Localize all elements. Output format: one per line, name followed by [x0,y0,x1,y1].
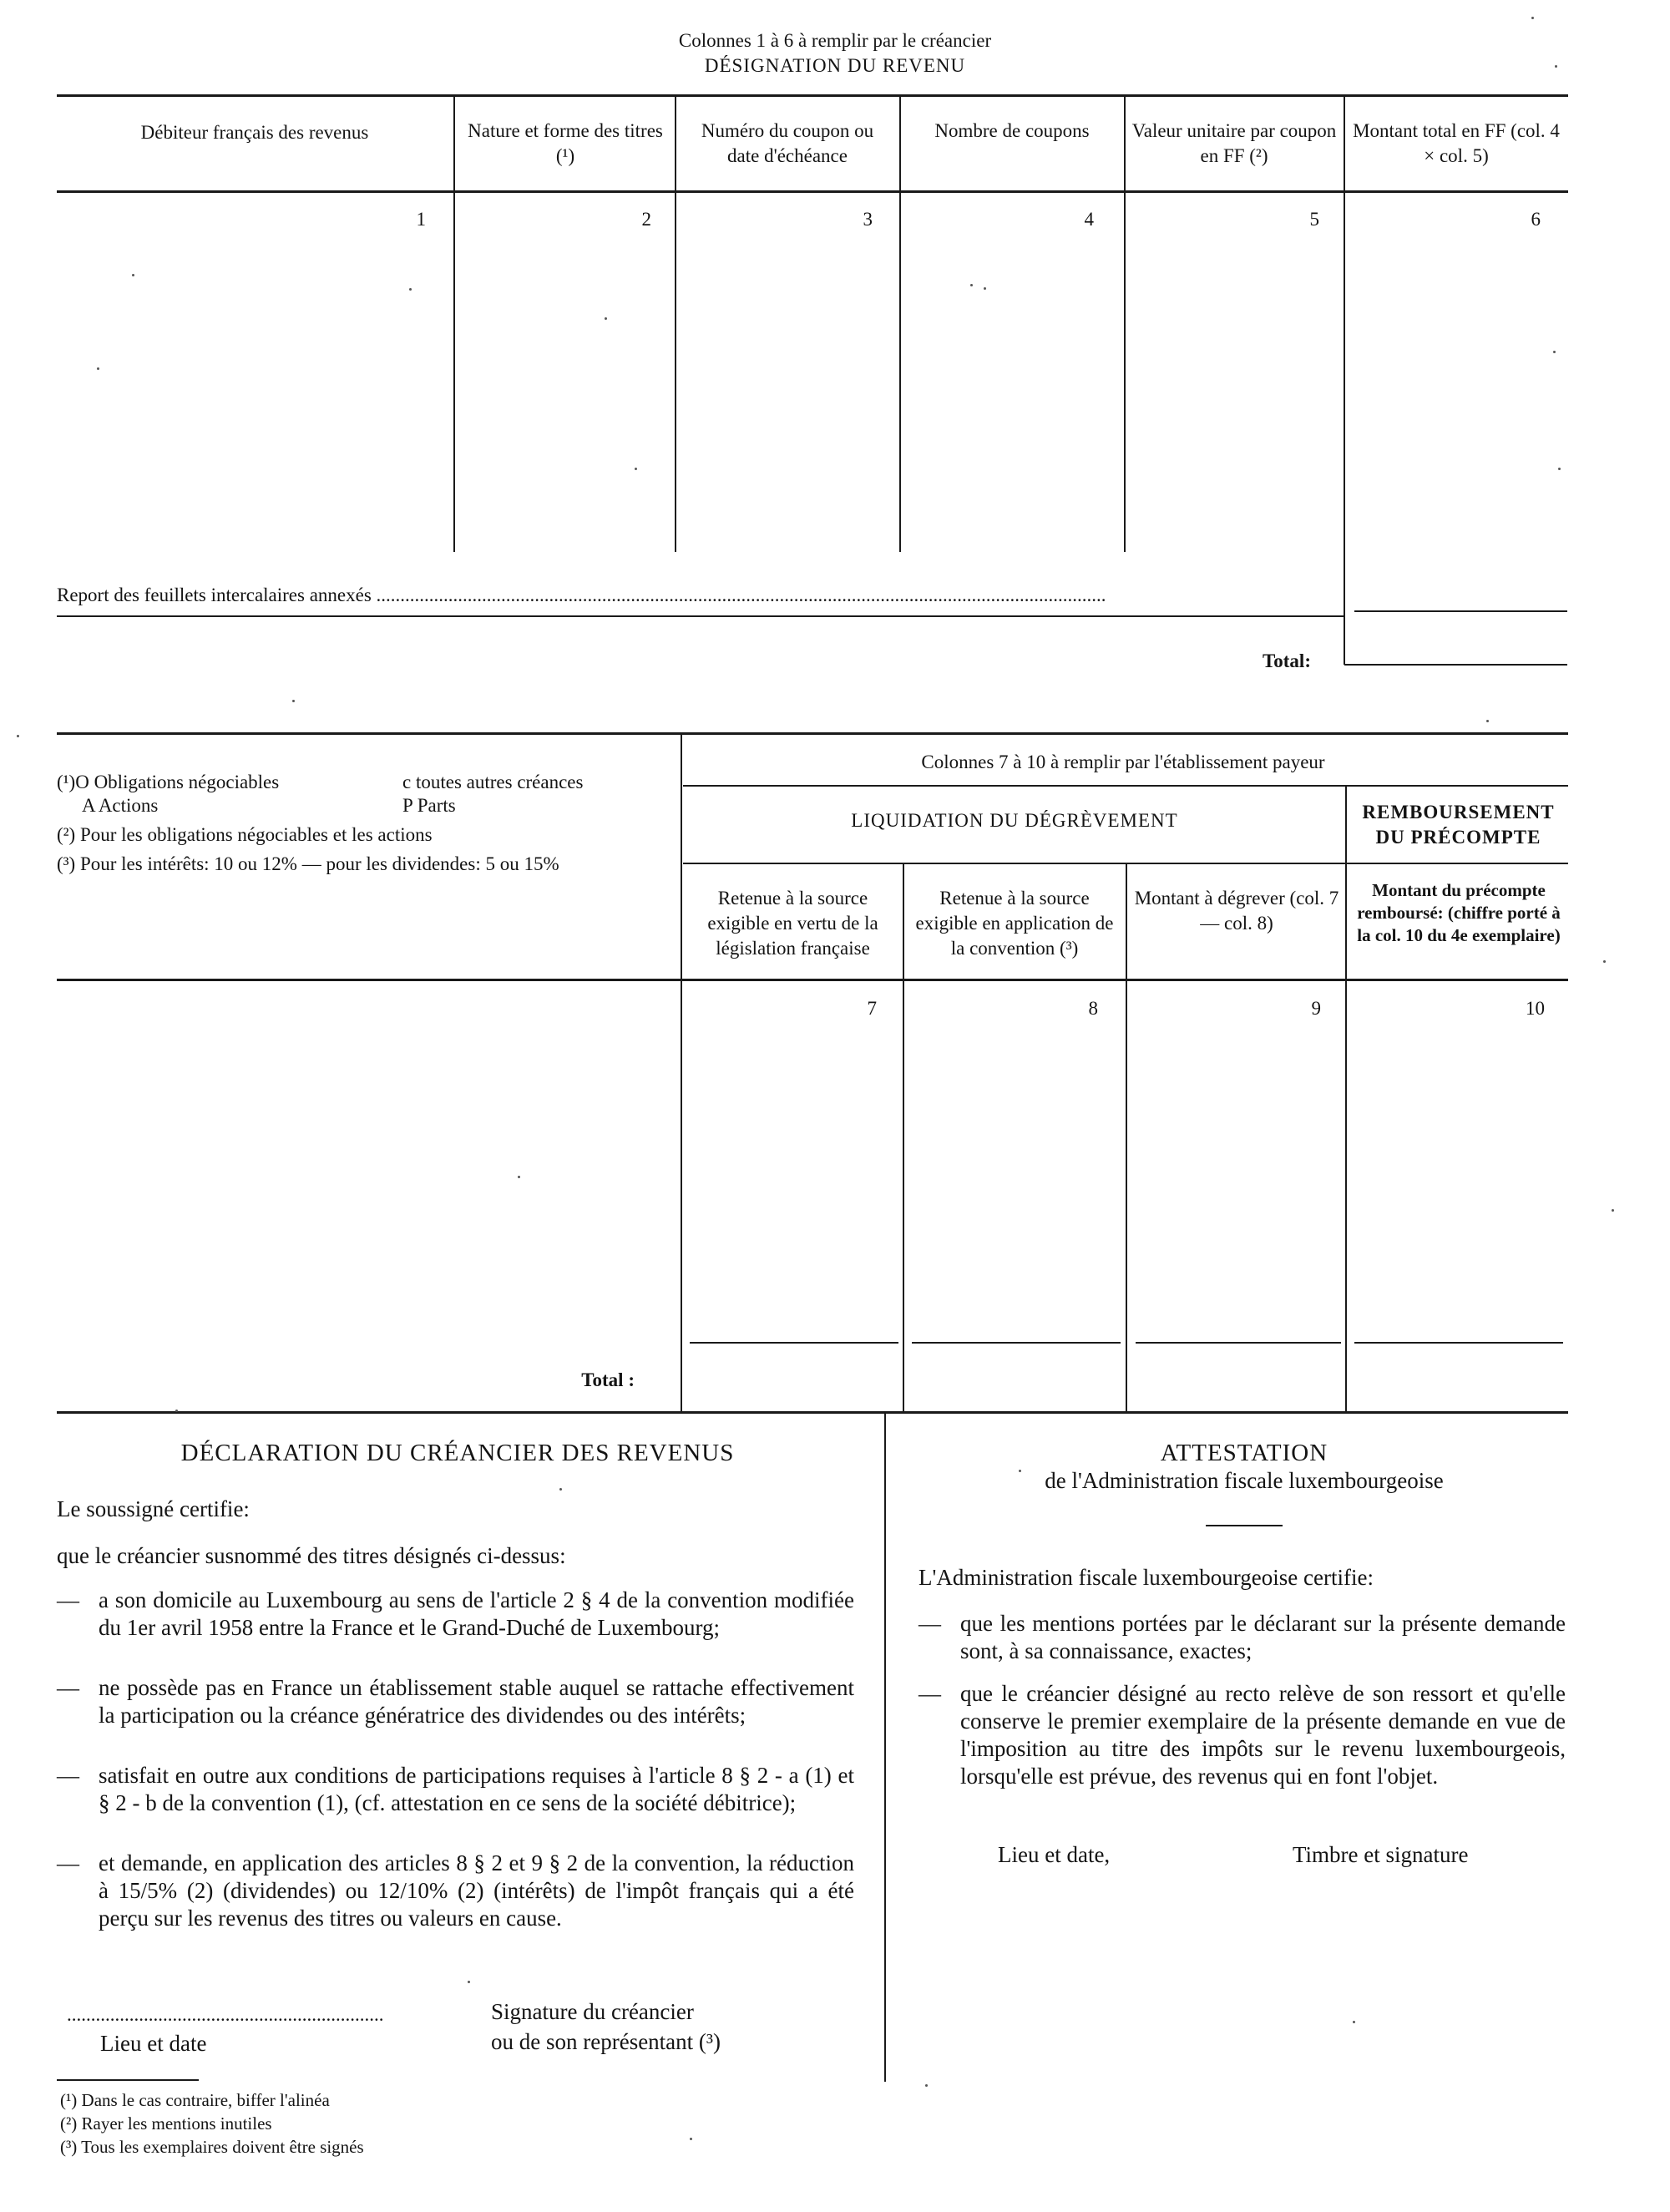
instruction-columns-7-10: Colonnes 7 à 10 à remplir par l'établissement payeur [921,752,1325,772]
footnote-1: (¹) Dans le cas contraire, biffer l'alinéa [60,2090,330,2110]
column-number-6: 6 [1531,209,1541,230]
column-number-1: 1 [416,209,426,230]
declaration-place-date: Lieu et date [100,2031,207,2056]
header-montant-precompte: Montant du précompte remboursé: (chiffre porté à la col. 10 du 4e exemplaire) [1357,880,1561,945]
total-label-table1: Total: [1263,650,1311,671]
note-2: (²) Pour les obligations négociables et les actions [57,824,433,845]
note-1-parts: P Parts [402,795,456,816]
group-title-remboursement: REMBOURSEMENT DU PRÉCOMPTE [1362,802,1555,848]
header-retenue-legislation: Retenue à la source exigible en vertu de la législation française [707,888,878,959]
header-montant-total: Montant total en FF (col. 4 × col. 5) [1353,120,1560,166]
note-1-actions: A Actions [82,795,159,816]
header-nature-titres: Nature et forme des titres (¹) [468,120,663,166]
header-retenue-convention: Retenue à la source exigible en application de la convention (³) [915,888,1114,959]
header-valeur-unitaire: Valeur unitaire par coupon en FF (²) [1131,120,1337,166]
column-number-5: 5 [1309,209,1319,230]
header-montant-degrever: Montant à dégrever (col. 7 — col. 8) [1134,888,1339,934]
footnote-2: (²) Rayer les mentions inutiles [60,2113,272,2134]
dash-marker: — [57,1587,79,1612]
declaration-item-etablissement [57,1674,854,1758]
column-number-4: 4 [1084,209,1094,230]
header-nombre-coupons: Nombre de coupons [934,120,1090,141]
report-feuillets-row [57,583,1309,608]
report-feuillets-dots: ........................................................................................................................................................ [371,585,1106,605]
column-number-8: 8 [1088,998,1098,1019]
declaration-item-participations [57,1762,854,1845]
header-debiteur: Débiteur français des revenus [140,122,369,143]
attestation-item-text: que le créancier désigné au recto relève de son ressort et qu'elle conserve le premier exemplaire de la présente demande en vue de l'imposition au titre des impôts sur le revenu luxembourgeois, lorsqu'elle est prévue, des revenus qui en font l'objet. [960,1681,1566,1789]
declaration-item-text: ne possède pas en France un établissement stable auquel se rattache effectivement la participation ou la créance génératrice des dividendes ou des intérêts; [99,1675,854,1728]
attestation-certify: L'Administration fiscale luxembourgeoise certifie: [918,1565,1374,1590]
section-title-designation: DÉSIGNATION DU REVENU [704,55,966,76]
note-1-autres-creances: c toutes autres créances [402,772,584,792]
column-number-2: 2 [641,209,651,230]
total-label-table2: Total : [581,1369,635,1390]
header-numero-coupon: Numéro du coupon ou date d'échéance [701,120,874,166]
column-number-10: 10 [1526,998,1545,1019]
note-3: (³) Pour les intérêts: 10 ou 12% — pour les dividendes: 5 ou 15% [57,853,559,874]
attestation-title: ATTESTATION [1160,1440,1328,1466]
report-feuillets-label: Report des feuillets intercalaires annexés [57,585,372,605]
dash-marker: — [57,1763,79,1788]
column-number-3: 3 [863,209,873,230]
declaration-item-reduction [57,1850,854,1967]
attestation-stamp-signature: Timbre et signature [1293,1842,1469,1867]
signature-label-line2: ou de son représentant (³) [491,2029,721,2054]
dash-marker: — [918,1611,941,1636]
signature-label-line1: Signature du créancier [491,1999,694,2024]
dash-marker: — [918,1681,941,1706]
declaration-item-text: satisfait en outre aux conditions de participations requises à l'article 8 § 2 - a (1) et § 2 - b de la convention (1), (cf. attestation en ce sens de la société débitrice); [99,1763,854,1815]
place-date-dotted-line: .................................................................. [67,2004,384,2025]
dash-marker: — [57,1675,79,1700]
attestation-place-date: Lieu et date, [998,1842,1111,1867]
declaration-intro: que le créancier susnommé des titres désignés ci-dessus: [57,1543,566,1568]
group-title-liquidation: LIQUIDATION DU DÉGRÈVEMENT [851,810,1178,831]
declaration-title: DÉCLARATION DU CRÉANCIER DES REVENUS [180,1440,735,1466]
column-number-9: 9 [1311,998,1321,1019]
attestation-subtitle: de l'Administration fiscale luxembourgeoise [1045,1468,1444,1493]
declaration-certify: Le soussigné certifie: [57,1496,250,1521]
declaration-item-text: et demande, en application des articles 8 § 2 et 9 § 2 de la convention, la réduction à 15/5% (2) (dividendes) ou 12/10% (2) (intérêts) de l'impôt français qui a été perçu sur les revenus des titres ou valeurs en cause. [99,1850,854,1931]
declaration-item-text: a son domicile au Luxembourg au sens de l'article 2 § 4 de la convention modifiée du 1er avril 1958 entre la France et le Grand-Duché de Luxembourg; [99,1587,854,1640]
note-1-obligations: (¹)O Obligations négociables [57,772,280,792]
attestation-item-text: que les mentions portées par le déclarant sur la présente demande sont, à sa connaissance, exactes; [960,1611,1566,1663]
instruction-columns-1-6: Colonnes 1 à 6 à remplir par le créancier [678,30,992,51]
dash-marker: — [57,1850,79,1875]
declaration-item-domicile [57,1587,854,1670]
attestation-item-ressort [918,1680,1566,1822]
column-number-7: 7 [867,998,877,1019]
footnote-3: (³) Tous les exemplaires doivent être signés [60,2137,364,2157]
attestation-item-mentions [918,1610,1566,1668]
